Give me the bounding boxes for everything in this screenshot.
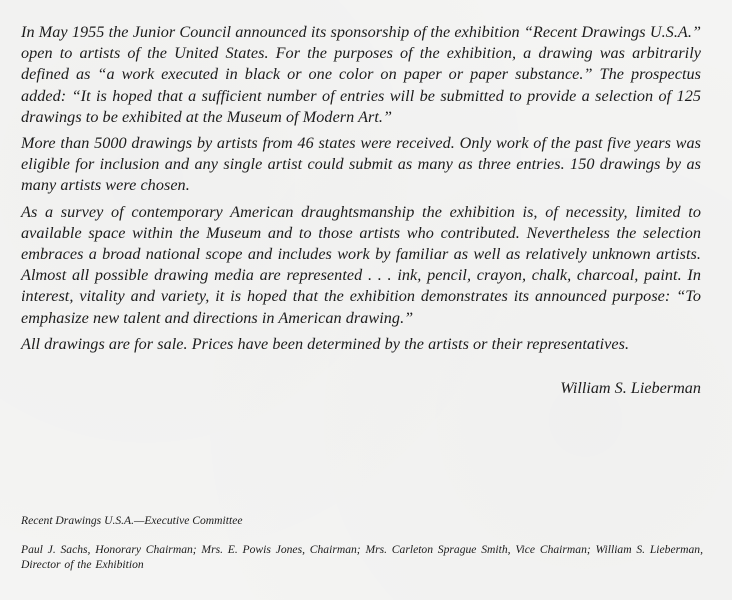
committee-members: Paul J. Sachs, Honorary Chairman; Mrs. E. Powis Jones, Chairman; Mrs. Carleton Sprague Smith, Vice Chairman; William S. Lieberman, Director of the Exhibition [21, 543, 703, 571]
paragraph-survey: As a survey of contemporary American draughtsmanship the exhibition is, of necessity, limited to available space within the Museum and to those artists who contributed. Nevertheless the selection embraces a broad national scope and includes work by familiar as well as relatively unknown artists. Almost all possible drawing media are represented . . . ink, pencil, crayon, chalk, charcoal, paint. In interest, vitality and variety, it is hoped that the exhibition demonstrates its announced purpose: “To emphasize new talent and directions in American drawing.” [21, 202, 701, 327]
paragraph-intro: In May 1955 the Junior Council announced its sponsorship of the exhibition “Recent Drawings U.S.A.” open to artists of the United States. For the purposes of the exhibition, a drawing was arbitrarily defined as “a work executed in black or one color on paper or paper substance.” The prospectus added: “It is hoped that a sufficient number of entries will be submitted to provide a selection of 125 drawings to be exhibited at the Museum of Modern Art.” [21, 23, 701, 126]
paragraph-sale: All drawings are for sale. Prices have been determined by the artists or their representatives. [21, 334, 630, 353]
paragraph-entries: More than 5000 drawings by artists from 46 states were received. Only work of the past five years was eligible for inclusion and any single artist could submit as many as three entries. 150 drawings by as many artists were chosen. [21, 134, 701, 195]
author-signature: William S. Lieberman [560, 379, 701, 397]
body-text [21, 22, 701, 360]
committee-title: Recent Drawings U.S.A.—Executive Committee [21, 514, 243, 527]
